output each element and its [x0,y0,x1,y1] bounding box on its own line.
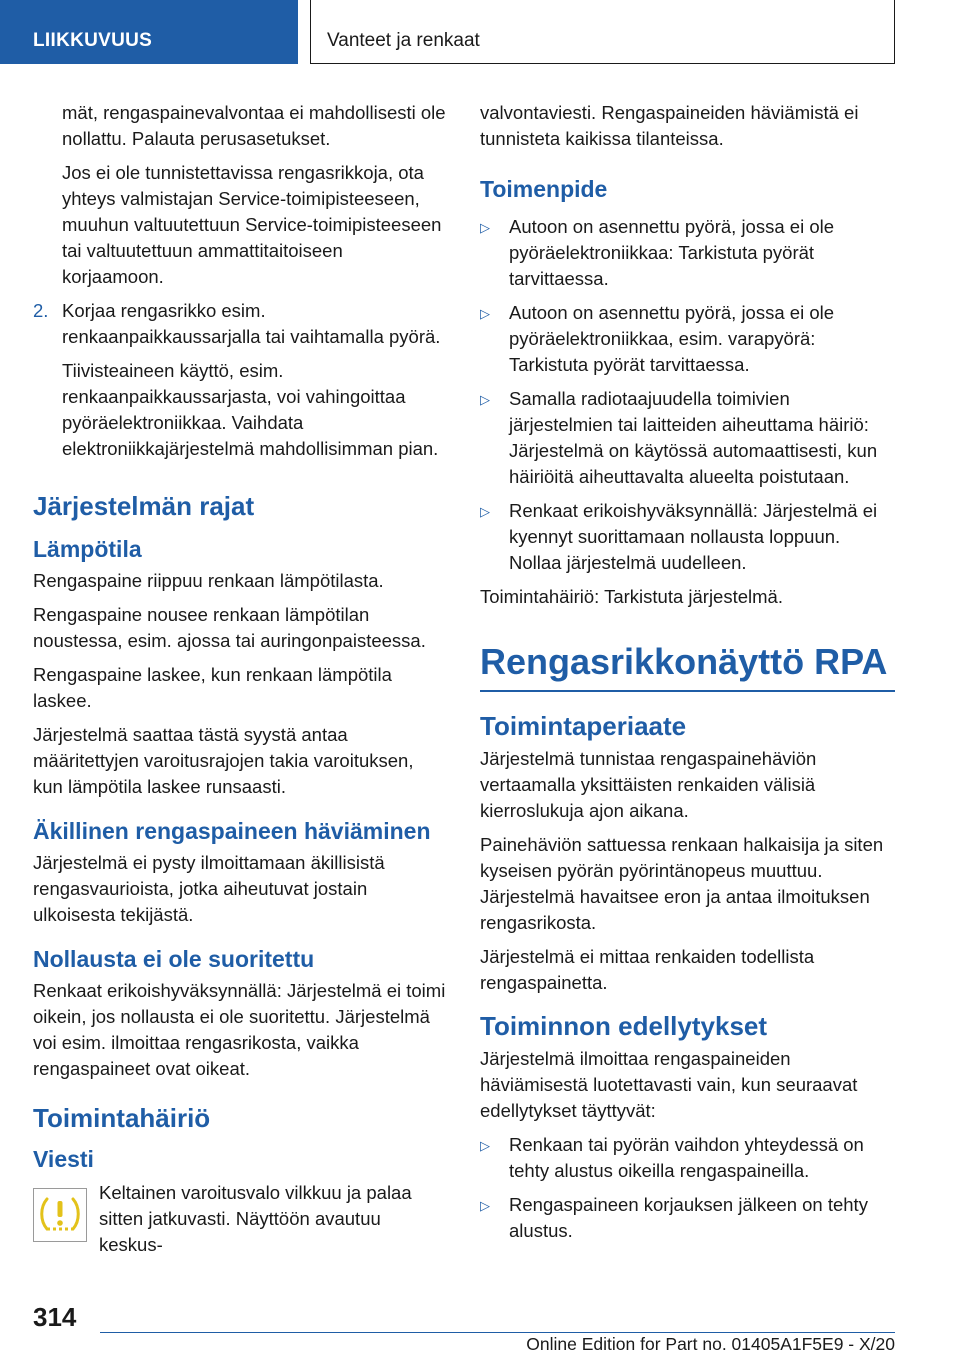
temperature-paragraph: Rengaspaine laskee, kun renkaan lämpötila laskee. [33,664,392,711]
sudden-loss-paragraph: Järjestelmä ei pysty ilmoittamaan äkillisistä rengasvaurioista, jotka aiheutuvat jostain ulkoisesta tekijästä. [33,852,385,925]
requirements-paragraph: Järjestelmä ilmoittaa rengaspaineiden häviämisestä luotettavasti vain, kun seuraavat edellytykset täyttyvät: [480,1048,858,1121]
triangle-right-icon: ▷ [480,1138,490,1153]
temperature-paragraph: Rengaspaine nousee renkaan lämpötilan noustessa, esim. ajossa tai auringonpaisteessa. [33,604,426,651]
triangle-right-icon: ▷ [480,1198,490,1213]
heading-temperature: Lämpötila [33,536,142,562]
continued-paragraph: valvontaviesti. Rengaspaineiden häviämistä ei tunnisteta kaikissa tilanteissa. [480,102,859,149]
left-column [33,100,448,1258]
step-text: Korjaa rengasrikko esim. renkaanpaikkaussarjalla tai vaihtamalla pyörä. [62,300,441,347]
triangle-right-icon: ▷ [480,306,490,321]
principle-paragraph: Järjestelmä tunnistaa rengaspainehäviön vertaamalla yksittäisten renkaiden välisiä kierroslukuja ajon aikana. [480,748,817,821]
page-number: 314 [33,1302,77,1332]
heading-principle: Toimintaperiaate [480,711,687,741]
temperature-paragraph: Rengaspaine riippuu renkaan lämpötilasta. [33,570,384,591]
step-2 [33,298,448,350]
step-note: Tiivisteaineen käyttö, esim. renkaanpaikkaussarjasta, voi vahingoittaa pyöräelektroniikkaa. Vaihdata elektroniikkajärjestelmä mahdollisimman pian. [62,360,439,459]
heading-system-limits: Järjestelmän rajat [33,491,255,521]
list-item [480,300,895,378]
triangle-right-icon: ▷ [480,392,490,407]
list-item-text: Samalla radiotaajuudella toimivien järjestelmien tai laitteiden aiheuttama häiriö: Järjestelmä on käytössä automaattisesti, kun häiriöitä aiheuttavalta alueelta poistutaan. [509,388,878,487]
service-paragraph: Jos ei ole tunnistettavissa rengasrikkoja, ota yhteys valmistajan Service-toimipisteeseen, muuhun valtuutettuun Service-toimipisteeseen tai valtuutettuun ammattitaitoiseen korjaamoon. [62,162,442,287]
edition-footer: Online Edition for Part no. 01405A1F5E9 - X/20 [526,1334,895,1354]
list-item [480,386,895,490]
temperature-paragraph: Järjestelmä saattaa tästä syystä antaa määritettyjen varoitusrajojen takia varoituksen, kun lämpötila laskee runsaasti. [33,724,414,797]
section-title: LIIKKUVUUS [33,30,153,51]
list-item-text: Renkaan tai pyörän vaihdon yhteydessä on tehty alustus oikeilla rengaspaineilla. [509,1134,864,1181]
heading-sudden-loss: Äkillinen rengaspaineen häviäminen [33,818,431,844]
triangle-right-icon: ▷ [480,220,490,235]
message-text: Keltainen varoitusvalo vilkkuu ja palaa sitten jatkuvasti. Näyttöön avautuu keskus- [99,1182,412,1255]
footer-divider [100,1332,895,1333]
list-item-text: Renkaat erikoishyväksynnällä: Järjestelmä ei kyennyt suorittamaan nollausta loppuun. Nollaa järjestelmä uudelleen. [509,500,878,573]
malfunction-paragraph: Toimintahäiriö: Tarkistuta järjestelmä. [480,586,783,607]
list-item [480,498,895,576]
list-item-text: Autoon on asennettu pyörä, jossa ei ole pyöräelektroniikkaa: Tarkistuta pyörät tarvittaessa. [509,216,835,289]
triangle-right-icon: ▷ [480,504,490,519]
chapter-header [310,0,895,64]
right-column [480,100,895,1252]
step-number: 2. [33,300,49,321]
list-item [480,214,895,292]
heading-malfunction: Toimintahäiriö [33,1103,211,1133]
reset-paragraph: Renkaat erikoishyväksynnällä: Järjestelmä ei toimi oikein, jos nollausta ei ole suoritettu. Järjestelmä voi esim. ilmoittaa rengasrikosta, vaikka rengaspaineet ovat oikeat. [33,980,446,1079]
principle-paragraph: Painehäviön sattuessa renkaan halkaisija ja siten kyseisen pyörän pyörintänopeus muuttuu. Järjestelmä havaitsee eron ja antaa ilmoituksen rengasrikosta. [480,834,884,933]
chapter-title: Vanteet ja renkaat [327,30,480,51]
heading-requirements: Toiminnon edellytykset [480,1011,768,1041]
section-tab [0,0,298,64]
list-item-text: Rengaspaineen korjauksen jälkeen on tehty alustus. [509,1194,868,1241]
list-item-text: Autoon on asennettu pyörä, jossa ei ole pyöräelektroniikkaa, esim. varapyörä: Tarkistuta pyörät tarvittaessa. [509,302,835,375]
heading-action: Toimenpide [480,176,608,202]
list-item [480,1192,895,1244]
list-item [480,1132,895,1184]
principle-paragraph: Järjestelmä ei mittaa renkaiden todellista rengaspainetta. [480,946,815,993]
continued-paragraph: mät, rengaspainevalvontaa ei mahdollisesti ole nollattu. Palauta perusasetukset. [62,102,446,149]
heading-reset-not-done: Nollausta ei ole suoritettu [33,946,315,972]
heading-message: Viesti [33,1146,94,1172]
tire-pressure-warning-icon [33,1188,87,1242]
warning-message [33,1180,448,1258]
heading-rpa: Rengasrikkonäyttö RPA [480,640,895,692]
